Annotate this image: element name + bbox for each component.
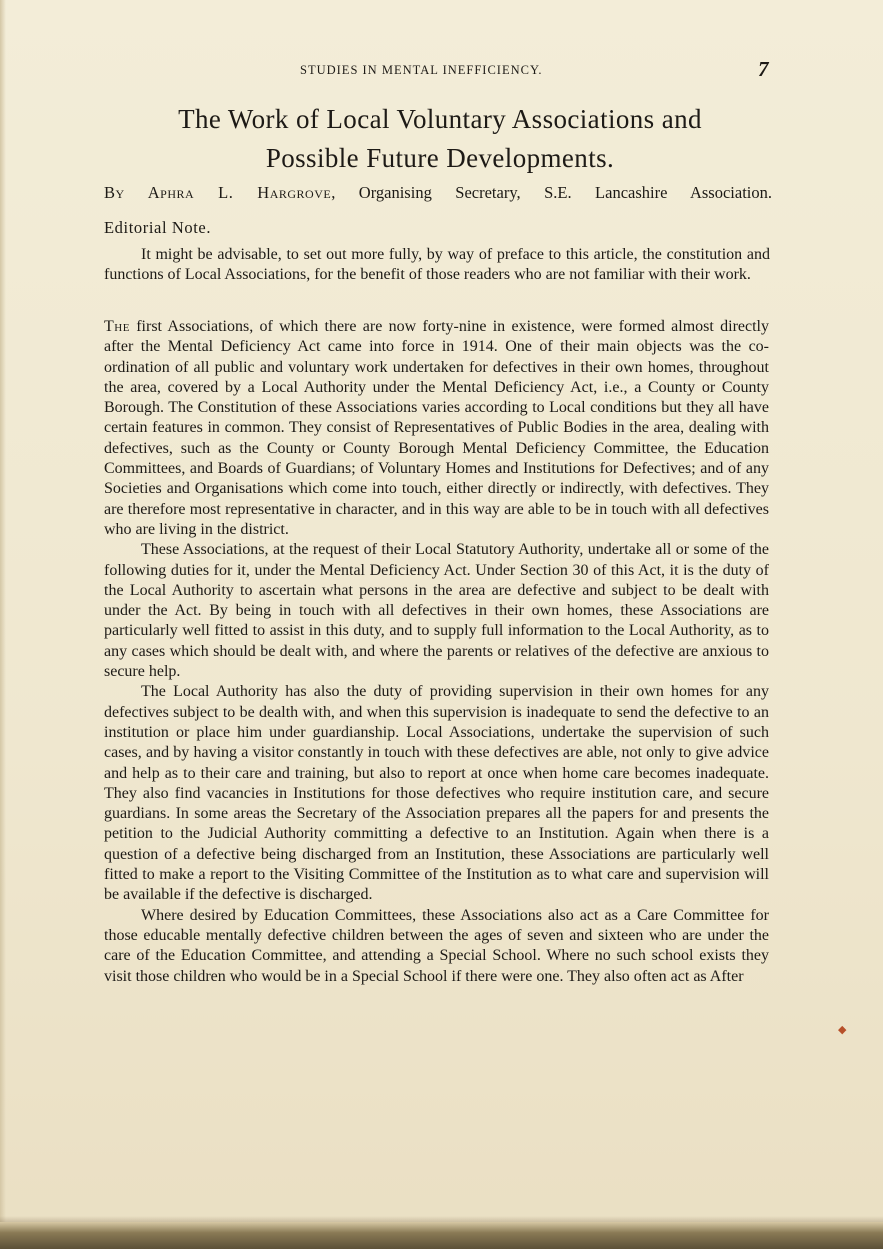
paragraph-3: The Local Authority has also the duty of providing supervision in their own homes for any defectives subject to be dealth with, and when this supervision is inadequate to send the defective to an institution or place him under guardianship. Local Associations, undertake the supervision of such cases, and by having a visitor constantly in touch with these defectives are able, not only to give advice and help as to their care and training, but also to report at once when home care becomes inadequate. They also find vacancies in Institutions for those defectives who require institution care, and secure guardians. In some areas the Secretary of the Association prepares all the papers for and presents the petition to the Judicial Authority committing a defective to an Institution. Again when there is a question of a defective being discharged from an Institution, these Associations are particularly well fitted to make a report to the Visiting Committee of the Institution as to what care and supervision will be available if the defective is discharged. [104,683,769,904]
article-title-line-1: The Work of Local Voluntary Associations and [178,104,702,134]
editorial-note-text: It might be advisable, to set out more fully, by way of preface to this article, the constitution and functions of Local Associations, for the benefit of those readers who are not familiar with their work. [104,246,770,284]
paragraph-4: Where desired by Education Committees, these Associations also act as a Care Committee for those educable mentally defective children between the ages of seven and sixteen who are under the care of the Education Committee, and attending a Special School. Where no such school exists they visit those children who would be in a Special School if there were one. They also often act as After [104,906,769,985]
paragraph-1 [104,317,769,540]
editorial-note-heading: Editorial Note. [104,218,212,237]
byline-affiliation: , Organising Secretary, S.E. Lancashire Association. [331,183,772,202]
lead-word: The [104,318,130,335]
margin-mark: ◆ [838,1024,847,1036]
page-number: 7 [758,57,770,81]
journal-title: STUDIES IN MENTAL INEFFICIENCY. [300,63,543,77]
byline-prefix: By [104,183,148,202]
paragraph-2: These Associations, at the request of their Local Statutory Authority, undertake all or some of the following duties for it, under the Mental Deficiency Act. Under Section 30 of this Act, it is the duty of the Local Authority to ascertain what persons in the area are defective and subject to be dealt with under the Act. By being in touch with all defectives in their own homes, these Associations are particularly well fitted to assist in this duty, and to supply full information to the Local Authority, as to any cases which should be dealt with, and where the parents or relatives of the defective are anxious to secure help. [104,541,769,681]
article-title [80,100,800,178]
author-name: Aphra L. Hargrove [147,183,332,202]
byline [104,183,772,203]
page-spine-shadow [0,0,6,1249]
article-title-line-2: Possible Future Developments. [265,143,615,173]
paragraph-1-text: first Associations, of which there are now forty-nine in existence, were formed almost directly after the Mental Deficiency Act came into force in 1914. One of their main objects was the co-ordination of all public and voluntary work undertaken for defectives in their own homes, throughout the area, covered by a Local Authority under the Mental Deficiency Act, i.e., a County or County Borough. The Constitution of these Associations varies according to Local conditions but they all have certain features in common. They consist of Representatives of Public Bodies in the area, dealing with defectives, such as the County or County Borough Mental Deficiency Committee, the Education Committees, and Boards of Guardians; of Voluntary Homes and Institutions for Defectives; and of any Societies and Organisations which come into touch, either directly or indirectly, with defectives. They are therefore most representative in character, and in this way are able to be in touch with all defectives who are living in the district. [104,318,769,538]
article-body [104,317,769,987]
page-bottom-edge [0,1222,883,1249]
